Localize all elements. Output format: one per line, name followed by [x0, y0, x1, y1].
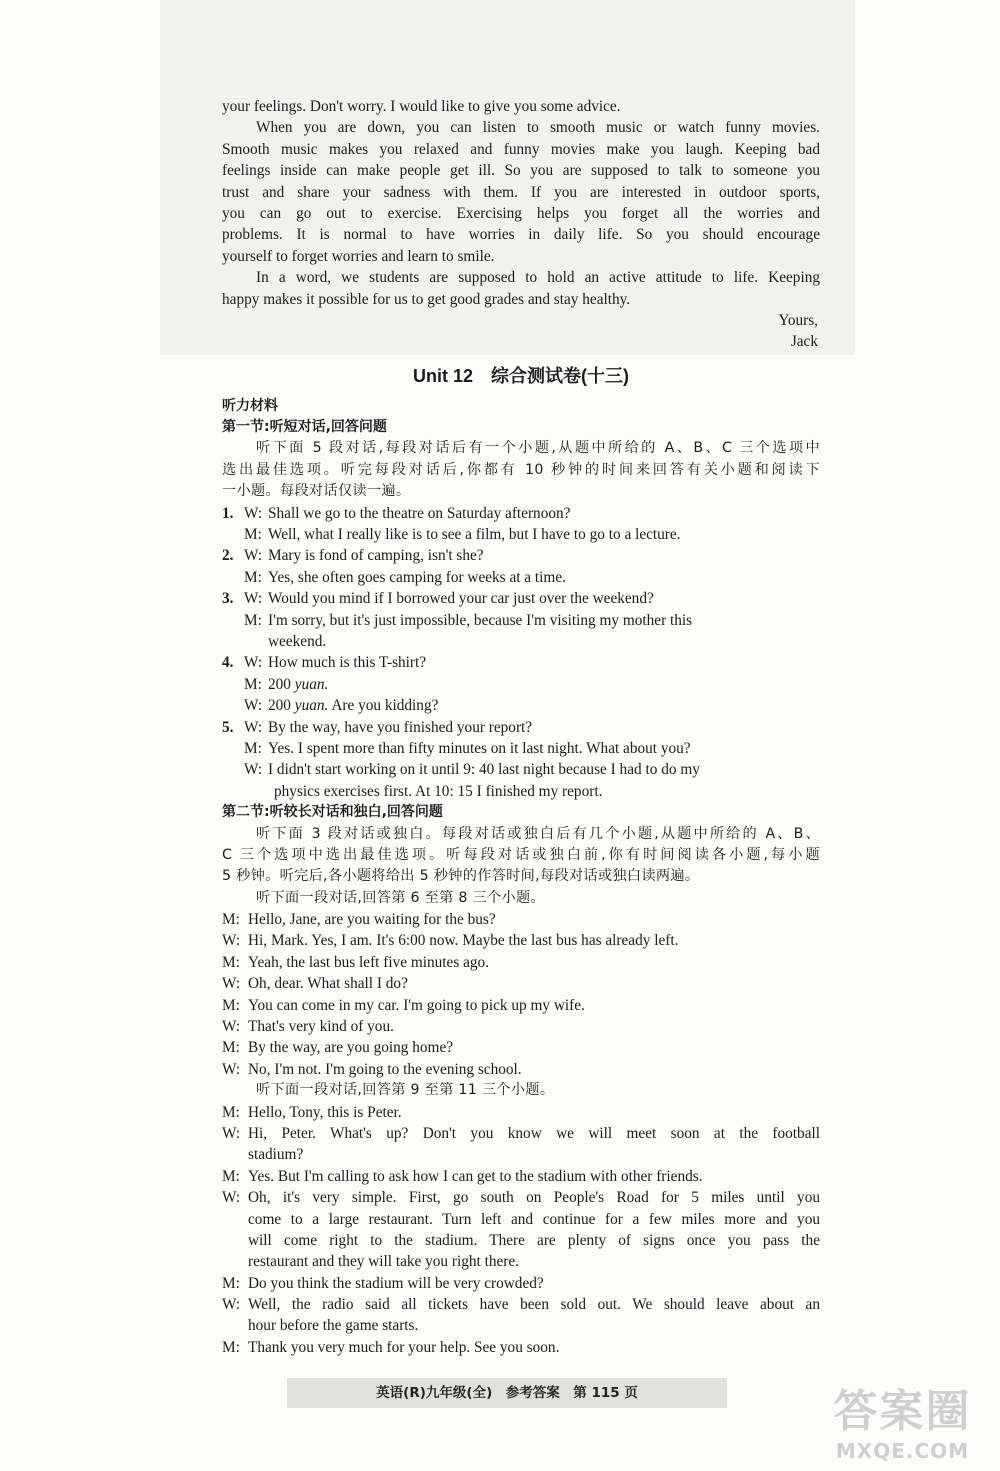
- section1-instructions: 听下面 5 段对话,每段对话后有一个小题,从题中所给的 A、B、C 三个选项中: [256, 440, 820, 457]
- dialogue-line: [222, 1059, 820, 1080]
- section1-instructions: 一小题。每段对话仅读一遍。: [222, 483, 411, 500]
- speaker-label: M:: [222, 911, 240, 929]
- dialogue-line: physics exercises first. At 10: 15 I finished my report.: [274, 782, 603, 800]
- speaker-label: W:: [244, 654, 263, 672]
- speaker-label: M:: [244, 526, 262, 544]
- letter-line: happy makes it possible for us to get good grades and stay healthy.: [222, 290, 631, 308]
- dialogue-line: [222, 909, 820, 930]
- dialogue-line: [222, 1102, 820, 1123]
- letter-line: In a word, we students are supposed to hold an active attitude to life. Keeping: [256, 269, 820, 287]
- dialogue-line: [222, 652, 820, 673]
- dialogue-line: [222, 545, 820, 566]
- dialogue-line: [222, 995, 820, 1016]
- watermark-url: MXQE.COM: [835, 1439, 970, 1463]
- dialogue-line: come to a large restaurant. Turn left and continue for a few miles more and you: [248, 1210, 820, 1228]
- dialogue-text: Would you mind if I borrowed your car just over the weekend?: [268, 590, 654, 608]
- section2-instructions: 5 秒钟。听完后,各小题将给出 5 秒钟的作答时间,每段对话或独白读两遍。: [222, 868, 700, 885]
- dialogue-line: [222, 610, 820, 631]
- dialogue-line: [222, 695, 820, 716]
- dialogue-text: Do you think the stadium will be very crowded?: [248, 1274, 544, 1292]
- section1-instructions: 选出最佳选项。听完每段对话后,你都有 10 秒钟的时间来回答有关小题和阅读下: [222, 461, 820, 478]
- dialogue-intro: 听下面一段对话,回答第 9 至第 11 三个小题。: [256, 1082, 555, 1099]
- speaker-label: W:: [222, 1124, 241, 1142]
- letter-line: problems. It is normal to have worries in daily life. So you should encourage: [222, 226, 820, 244]
- document-body: [222, 96, 820, 1358]
- dialogue-line: [222, 1016, 820, 1037]
- question-number: 2.: [222, 547, 234, 565]
- dialogue-intro: 听下面一段对话,回答第 6 至第 8 三个小题。: [256, 889, 545, 906]
- speaker-label: W:: [244, 504, 263, 522]
- dialogue-text: Yes. I spent more than fifty minutes on it last night. What about you?: [268, 739, 691, 757]
- dialogue-text: Mary is fond of camping, isn't she?: [268, 547, 484, 565]
- dialogue-line: [222, 674, 820, 695]
- dialogue-line: weekend.: [268, 632, 327, 650]
- letter-closing: Yours,: [778, 311, 818, 329]
- speaker-label: W:: [244, 697, 263, 715]
- dialogue-text: Yes, she often goes camping for weeks at a time.: [268, 568, 566, 586]
- question-number: 5.: [222, 718, 234, 736]
- dialogue-line: [222, 567, 820, 588]
- dialogue-text: 200: [268, 697, 291, 715]
- speaker-label: M:: [222, 1039, 240, 1057]
- speaker-label: M:: [244, 739, 262, 757]
- section1-heading: 第一节:听短对话,回答问题: [222, 419, 387, 436]
- dialogue-text: Well, what I really like is to see a film, but I have to go to a lecture.: [268, 526, 681, 544]
- dialogue-line: stadium?: [248, 1146, 304, 1164]
- watermark-logo: [815, 1385, 990, 1463]
- speaker-label: M:: [222, 953, 240, 971]
- speaker-label: M:: [244, 611, 262, 629]
- letter-line: yourself to forget worries and learn to smile.: [222, 247, 495, 265]
- dialogue-text: Hello, Jane, are you waiting for the bus?: [248, 911, 496, 929]
- page-footer: 英语(R)九年级(全) 参考答案 第 115 页: [287, 1378, 727, 1408]
- dialogue-line: [222, 1037, 820, 1058]
- dialogue-line: [222, 952, 820, 973]
- dialogue-line: [222, 588, 820, 609]
- speaker-label: M:: [222, 996, 240, 1014]
- dialogue-text: Yes. But I'm calling to ask how I can get to the stadium with other friends.: [248, 1167, 703, 1185]
- dialogue-line: [222, 1337, 820, 1358]
- dialogue-line: [222, 930, 820, 951]
- dialogue-line: [222, 503, 820, 524]
- dialogue-text: Hi, Peter. What's up? Don't you know we will meet soon at the football: [248, 1124, 820, 1142]
- speaker-label: W:: [244, 718, 263, 736]
- speaker-label: W:: [244, 547, 263, 565]
- dialogue-text: By the way, have you finished your report?: [268, 718, 533, 736]
- dialogue-line: [222, 1273, 820, 1294]
- dialogue-line: [222, 1166, 820, 1187]
- dialogue-text: You can come in my car. I'm going to pick up my wife.: [248, 996, 585, 1014]
- dialogue-line: hour before the game starts.: [248, 1317, 419, 1335]
- letter-line: trust and share your sadness with them. If you are interested in outdoor sports,: [222, 183, 820, 201]
- letter-line: When you are down, you can listen to smooth music or watch funny movies.: [256, 119, 820, 137]
- letter-line: Smooth music makes you relaxed and funny movies make you laugh. Keeping bad: [222, 140, 820, 158]
- dialogue-text: No, I'm not. I'm going to the evening school.: [248, 1060, 522, 1078]
- dialogue-line: [222, 1123, 820, 1144]
- dialogue-text: Well, the radio said all tickets have been sold out. We should leave about an: [248, 1296, 820, 1314]
- watermark-text: 答案圈: [833, 1386, 972, 1437]
- dialogue-line: [222, 973, 820, 994]
- dialogue-text: By the way, are you going home?: [248, 1039, 454, 1057]
- speaker-label: M:: [222, 1167, 240, 1185]
- dialogue-line: [222, 717, 820, 738]
- dialogue-line: [222, 1294, 820, 1315]
- dialogue-text: Hi, Mark. Yes, I am. It's 6:00 now. Maybe the last bus has already left.: [248, 932, 679, 950]
- dialogue-text: Thank you very much for your help. See you soon.: [248, 1338, 560, 1356]
- dialogue-line: [222, 1187, 820, 1208]
- speaker-label: M:: [244, 568, 262, 586]
- letter-line: you can go out to exercise. Exercising helps you forget all the worries and: [222, 204, 820, 222]
- speaker-label: W:: [222, 1060, 241, 1078]
- letter-line: feelings inside can make people get ill. So you are supposed to talk to someone you: [222, 162, 820, 180]
- unit-title: Unit 12 综合测试卷(十三): [413, 365, 629, 386]
- dialogue-line: [222, 759, 820, 780]
- dialogue-text: That's very kind of you.: [248, 1018, 394, 1036]
- dialogue-text: I'm sorry, but it's just impossible, because I'm visiting my mother this: [268, 611, 693, 629]
- speaker-label: W:: [222, 932, 241, 950]
- dialogue-text: Hello, Tony, this is Peter.: [248, 1103, 402, 1121]
- listening-material: [222, 396, 820, 1359]
- question-number: 3.: [222, 590, 234, 608]
- dialogue-text: How much is this T-shirt?: [268, 654, 427, 672]
- dialogue-text: Yeah, the last bus left five minutes ago.: [248, 953, 490, 971]
- letter: [222, 96, 820, 353]
- currency-unit: yuan.: [294, 697, 329, 715]
- currency-unit: yuan.: [294, 675, 329, 693]
- section2-instructions: 听下面 3 段对话或独白。每段对话或独白后有几个小题,从题中所给的 A、B、: [256, 825, 820, 842]
- section2-instructions: C 三个选项中选出最佳选项。听每段对话或独白前,你有时间阅读各小题,每小题: [222, 846, 820, 863]
- section2-heading: 第二节:听较长对话和独白,回答问题: [222, 804, 443, 821]
- letter-signature: Jack: [790, 333, 818, 351]
- dialogue-text: Oh, dear. What shall I do?: [248, 975, 408, 993]
- question-number: 4.: [222, 654, 234, 672]
- dialogue-text: Oh, it's very simple. First, go south on People's Road for 5 miles until you: [248, 1189, 820, 1207]
- speaker-label: W:: [244, 590, 263, 608]
- speaker-label: M:: [222, 1338, 240, 1356]
- dialogue-line: restaurant and they will take you right there.: [248, 1253, 520, 1271]
- speaker-label: W:: [222, 1189, 241, 1207]
- dialogue-line: [222, 738, 820, 759]
- dialogue-text: Shall we go to the theatre on Saturday afternoon?: [268, 504, 571, 522]
- dialogue-line: will come right to the stadium. There are plenty of signs once you pass the: [248, 1231, 820, 1249]
- speaker-label: M:: [244, 675, 262, 693]
- question-number: 1.: [222, 504, 234, 522]
- speaker-label: W:: [222, 975, 241, 993]
- listening-heading: 听力材料: [222, 397, 278, 414]
- speaker-label: M:: [222, 1274, 240, 1292]
- letter-line: your feelings. Don't worry. I would like to give you some advice.: [222, 98, 621, 115]
- speaker-label: W:: [222, 1296, 241, 1314]
- dialogue-line: [222, 524, 820, 545]
- dialogue-text: 200: [268, 675, 291, 693]
- dialogue-text: Are you kidding?: [331, 697, 439, 715]
- speaker-label: W:: [222, 1018, 241, 1036]
- dialogue-text: I didn't start working on it until 9: 40 last night because I had to do my: [268, 761, 700, 779]
- speaker-label: M:: [222, 1103, 240, 1121]
- speaker-label: W:: [244, 761, 263, 779]
